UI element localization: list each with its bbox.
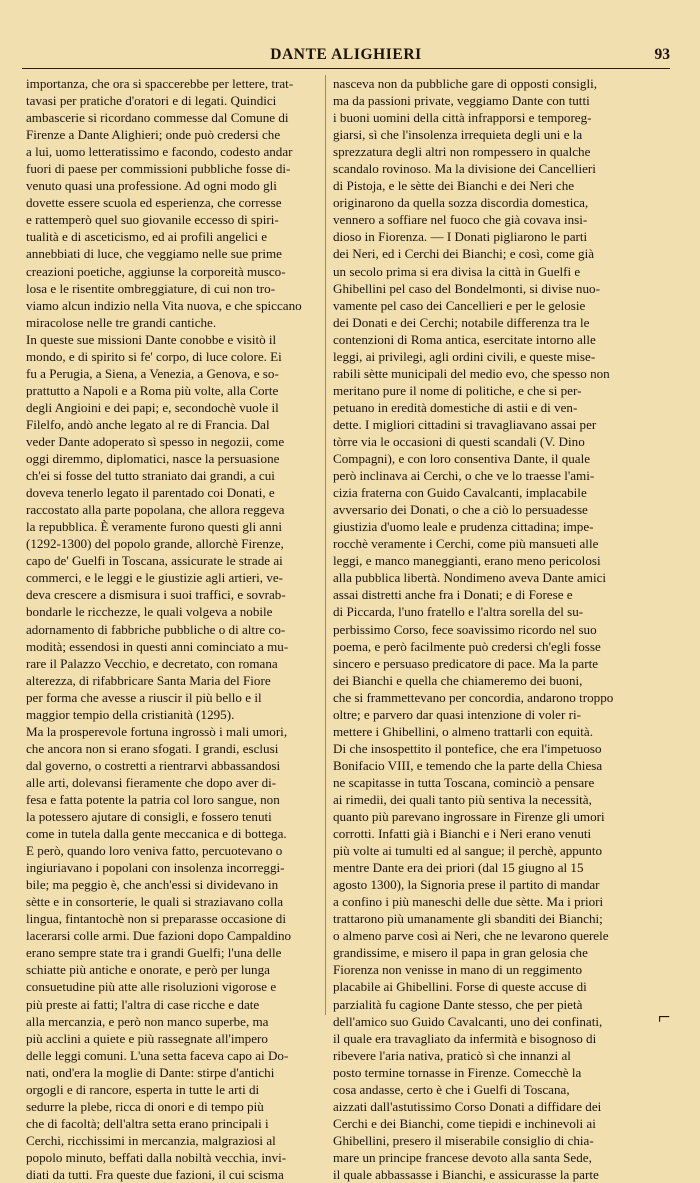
text-line: leggi, e manco maneggianti, erano meno pericolosi (333, 553, 601, 569)
text-line: ne scapitasse in tutta Toscana, cominciò a pensare (333, 774, 595, 790)
text-line: aizzati dall'astutissimo Corso Donati a diffidare dei (333, 1098, 602, 1114)
text-line: E però, quando loro veniva fatto, percuotevano o (26, 843, 283, 859)
text-line: che si frammettevano per concordia, andarono troppo (333, 689, 614, 705)
text-line: deva crescere a dismisura i suoi traffici, e sovrab- (26, 587, 286, 603)
text-line: annebbiati di luce, che veggiamo nelle sue prime (26, 246, 282, 262)
text-line: sincero e persuaso predicatore di pace. Ma la parte (333, 655, 599, 671)
text-line: scandalo rovinoso. Ma la divisione dei Cancellieri (333, 161, 596, 177)
text-line: doveva tenerlo legato il parentado coi Donati, e (26, 485, 275, 501)
text-line: più acclini a quiete e più rassegnate all'impero (26, 1030, 268, 1046)
text-line: e rattemperò quel suo giovanile eccesso di spiri- (26, 212, 279, 228)
text-line: rare il Palazzo Vecchio, e decretato, con romana (26, 655, 278, 671)
text-line: viamo alcun indizio nella Vita nuova, e che spiccano (26, 297, 302, 313)
text-line: dei Donati e dei Cerchi; notabile differenza tra le (333, 314, 590, 330)
text-line: dal governo, o costretti a rientrarvi abbassandosi (26, 757, 281, 773)
text-line: però inclinava ai Cerchi, o che ve lo traesse l'ami- (333, 468, 595, 484)
text-line: ribevere l'aria nativa, praticò sì che innanzi al (333, 1047, 571, 1063)
text-line: perbissimo Corso, fece soavissimo ricordo nel suo (333, 621, 597, 637)
text-line: modità; essendosi in questi anni cominciato a mu- (26, 638, 289, 654)
text-line: tavasi per pratiche d'oratori e di legati. Quindici (26, 93, 277, 109)
text-line: a confino i più maneschi delle due sètte. Ma i priori (333, 894, 604, 910)
text-line: ingiuriavano i popolani con insolenza incorreggi- (26, 860, 285, 876)
text-line: ma da passioni private, veggiamo Dante con tutti (333, 93, 590, 109)
text-line: cosa andasse, certo è che i Guelfi di Toscana, (333, 1081, 570, 1097)
text-line: commerci, e le leggi e le giustizie agli artieri, ve- (26, 570, 284, 586)
text-line: creazioni poetiche, aggiunse la corporeità musco- (26, 263, 286, 279)
text-line: la potessero ajutare di consigli, e fossero tenuti (26, 809, 272, 825)
text-line: giustizia d'uomo leale e prudenza cittadina; impe- (333, 519, 594, 535)
text-line: meritano pure il nome di politiche, e che si per- (333, 382, 582, 398)
page-number: 93 (654, 46, 670, 63)
text-line: più preste ai fatti; l'altra di case ricche e date (26, 996, 260, 1012)
text-line: nasceva non da pubbliche gare di opposti consigli, (333, 76, 597, 91)
text-line: contenzioni di Roma antica, esercitate intorno alle (333, 331, 596, 347)
text-line: Fiorenza non venisse in mano di un reggimento (333, 962, 583, 978)
text-line: bondarle le ricchezze, le quali volgeva a nobile (26, 604, 273, 620)
text-line: fu a Perugia, a Siena, a Venezia, a Genova, e so- (26, 365, 279, 381)
column-divider (325, 75, 326, 1015)
text-line: alle arti, dolevansi fieramente che dopo aver di- (26, 774, 277, 790)
text-line: miracolose nelle tre grandi cantiche. (26, 314, 217, 330)
text-line: Cerchi, ricchissimi in mercanzia, malgraziosi al (26, 1132, 276, 1148)
text-line: agosto 1300), la Signoria prese il partito di mandar (333, 877, 600, 893)
text-line: ambascerie si ricordano commesse dal Comune di (26, 110, 289, 126)
text-line: losa e le risentite ombreggiature, di cui non tro- (26, 280, 276, 296)
text-line: che di facoltà; dell'altra setta erano principali i (26, 1115, 269, 1131)
text-line: nati, ond'era la moglie di Dante: stirpe d'antichi (26, 1064, 275, 1080)
text-line: dell'amico suo Guido Cavalcanti, uno dei confinati, (333, 1013, 603, 1029)
text-line: che ancora non si erano sfogati. I grandi, esclusi (26, 740, 279, 756)
text-line: tòrre via le occasioni di questi scandali (V. Dino (333, 433, 585, 449)
text-line: alterezza, di rifabbricare Santa Maria del Fiore (26, 672, 271, 688)
text-line: schiatte più antiche e onorate, e però per lunga (26, 962, 270, 978)
text-line: di Pistoja, e le sètte dei Bianchi e dei Neri che (333, 178, 575, 194)
text-line: cizia fraterna con Guido Cavalcanti, implacabile (333, 485, 587, 501)
text-line: avversario dei Donati, o che a ciò lo persuadesse (333, 502, 588, 518)
text-line: mentre Dante era dei priori (dal 15 giugno al 15 (333, 860, 584, 876)
left-text-column (26, 75, 318, 1182)
text-line: il quale abbassasse i Bianchi, e assicurasse la parte (333, 1167, 599, 1182)
text-line: ai rimedii, dei quali tanto più sentiva la necessità, (333, 791, 592, 807)
text-line: consuetudine più atte alle risoluzioni vigorose e (26, 979, 277, 995)
right-text-column (333, 75, 621, 1182)
text-line: originarono da quella sozza discordia domestica, (333, 195, 589, 211)
text-line: alla pubblica libertà. Nondimeno aveva Dante amici (333, 570, 607, 586)
text-line: posto termine tornasse in Firenze. Comecchè la (333, 1064, 582, 1080)
text-line: mare un principe francese devoto alla santa Sede, (333, 1149, 592, 1165)
text-line: veder Dante adoperato sì spesso in negozii, come (26, 433, 285, 449)
running-head (22, 44, 670, 69)
text-line: lacerarsi colle armi. Due fazioni dopo Campaldino (26, 928, 292, 944)
text-line: di Piccarda, l'uno fratello e l'altra sorella del su- (333, 604, 584, 620)
text-line: o almeno parve così ai Neri, che ne levarono querele (333, 928, 609, 944)
text-line: il quale era travagliato da infermità e bisognoso di (333, 1030, 597, 1046)
text-line: dei Bianchi e quella che chiameremo dei buoni, (333, 672, 583, 688)
text-line: lingua, fintantochè non si preparasse occasione di (26, 911, 286, 927)
text-line: fesa e fatta potente la patria col loro sangue, non (26, 791, 280, 807)
text-line: grandissime, e misero il papa in gran gelosia che (333, 945, 588, 961)
text-line: i buoni uomini della città infrapporsi e temporeg- (333, 110, 592, 126)
text-line: delle leggi comuni. L'una setta faceva capo ai Do- (26, 1047, 289, 1063)
text-line: Bonifacio VIII, e temendo che la parte della Chiesa (333, 757, 603, 773)
text-line: dette. I migliori cittadini si travagliavano assai per (333, 416, 597, 432)
text-line: come in tutela dalla gente meccanica e di bottega. (26, 826, 287, 842)
text-line: sètte e in consorterie, le quali si straziavano colla (26, 894, 284, 910)
text-line: rabili sètte municipali del medio evo, che spesso non (333, 365, 610, 381)
text-line: orgogli e di rancore, esperta in tutte le arti di (26, 1081, 260, 1097)
text-line: oggi diremmo, diplomatici, nasce la persuasione (26, 451, 280, 467)
text-line: adornamento di fabbriche pubbliche o di altre co- (26, 621, 286, 637)
text-line: trattarono più umanamente gli sbanditi dei Bianchi; (333, 911, 603, 927)
text-line: erano sempre state tra i grandi Guelfi; l'una delle (26, 945, 282, 961)
text-line: petuano in eredità domestiche di astii e di ven- (333, 399, 578, 415)
text-line: popolo minuto, beffati dalla nobiltà vecchia, invi- (26, 1149, 287, 1165)
text-line: bile; ma peggio è, che anch'essi si dividevano in (26, 877, 279, 893)
text-line: Di che insospettito il pontefice, che era l'impetuoso (333, 740, 602, 756)
text-line: a lui, uomo letteratissimo e facondo, codesto andar (26, 144, 293, 160)
text-line: importanza, che ora si spaccerebbe per lettere, trat- (26, 76, 294, 91)
text-line: poema, e però facilmente può credersi ch'egli fosse (333, 638, 601, 654)
text-line: Firenze a Dante Alighieri; onde può credersi che (26, 127, 281, 143)
text-line: vamente pel caso dei Cancellieri e per le gelosie (333, 297, 586, 313)
text-line: quanto più parevano ingrossare in Firenze gli umori (333, 809, 605, 825)
text-line: rocchè veramente i Cerchi, come più mansueti alle (333, 536, 599, 552)
text-line: oltre; e parvero dar quasi intenzione di voler ri- (333, 706, 581, 722)
text-line: fuori di paese per commissioni pubbliche fosse di- (26, 161, 291, 177)
text-line: dei Neri, ed i Cerchi dei Bianchi; e così, come già (333, 246, 595, 262)
text-line: mettere i Ghibellini, o almeno trattarli con equità. (333, 723, 593, 739)
text-line: degli Angioini e dei papi; e, secondochè vuole il (26, 399, 279, 415)
text-line: sprezzatura degli altri non rompessero in qualche (333, 144, 591, 160)
text-line: Ghibellini, presero il miserabile consiglio di chia- (333, 1132, 594, 1148)
text-line: sedurre la plebe, ricca di onori e di tempo più (26, 1098, 264, 1114)
text-line: assai distretti anche fra i Donati; e di Forese e (333, 587, 573, 603)
text-line: per forma che avesse a riuscir il più bello e il (26, 689, 262, 705)
text-line: capo de' Guelfi in Toscana, assicurate le strade ai (26, 553, 283, 569)
text-line: dovette essere scuola ed esperienza, che corresse (26, 195, 282, 211)
text-line: venuto quasi una professione. Ad ogni modo gli (26, 178, 277, 194)
text-line: dioso in Fiorenza. — I Donati pigliarono le parti (333, 229, 588, 245)
text-line: vennero a soffiare nel fuoco che già covava insi- (333, 212, 588, 228)
text-line: leggi, ai privilegi, agli ordini civili, e queste mise- (333, 348, 596, 364)
text-line: Ma la prosperevole fortuna ingrossò i mali umori, (26, 723, 288, 739)
text-line: Filelfo, andò anche legato al re di Francia. Dal (26, 416, 270, 432)
text-line: corrotti. Infatti già i Bianchi e i Neri erano venuti (333, 826, 592, 842)
text-line: placabile ai Ghibellini. Forse di queste accuse di (333, 979, 587, 995)
page-title: DANTE ALIGHIERI (270, 46, 422, 63)
text-line: Compagni), e con loro consentiva Dante, il quale (333, 451, 591, 467)
text-line: In queste sue missioni Dante conobbe e visitò il (26, 331, 277, 347)
text-line: raccostato alla parte popolana, che allora reggeva (26, 502, 285, 518)
text-line: mondo, e di spirito si fe' corpo, di luce colore. Ei (26, 348, 282, 364)
text-line: un secolo prima si era divisa la città in Guelfi e (333, 263, 581, 279)
text-line: tualità e di asceticismo, ed ai profili angelici e (26, 229, 268, 245)
corner-mark: ⌐ (658, 1004, 671, 1029)
text-line: ch'ei si fosse del tutto straniato dai grandi, a cui (26, 468, 275, 484)
text-line: più volte ai tumulti ed al sangue; il perchè, appunto (333, 843, 603, 859)
text-line: prattutto a Napoli e a Roma più volte, alla Corte (26, 382, 279, 398)
text-line: Ghibellini pel caso del Bondelmonti, si divise nuo- (333, 280, 600, 296)
text-line: giarsi, sì che l'insolenza irrequieta degli uni e la (333, 127, 583, 143)
text-line: maggior tempio della cristianità (1295). (26, 706, 235, 722)
text-line: (1292-1300) del popolo grande, allorchè Firenze, (26, 536, 284, 552)
text-line: alla mercanzia, e però non manco superbe, ma (26, 1013, 269, 1029)
text-line: la repubblica. È veramente furono questi gli anni (26, 519, 282, 535)
text-line: diati da tutti. Fra queste due fazioni, il cui scisma (26, 1167, 284, 1182)
text-line: parzialità fu cagione Dante stesso, che per pietà (333, 996, 583, 1012)
text-line: Cerchi e dei Bianchi, come tiepidi e inchinevoli ai (333, 1115, 596, 1131)
